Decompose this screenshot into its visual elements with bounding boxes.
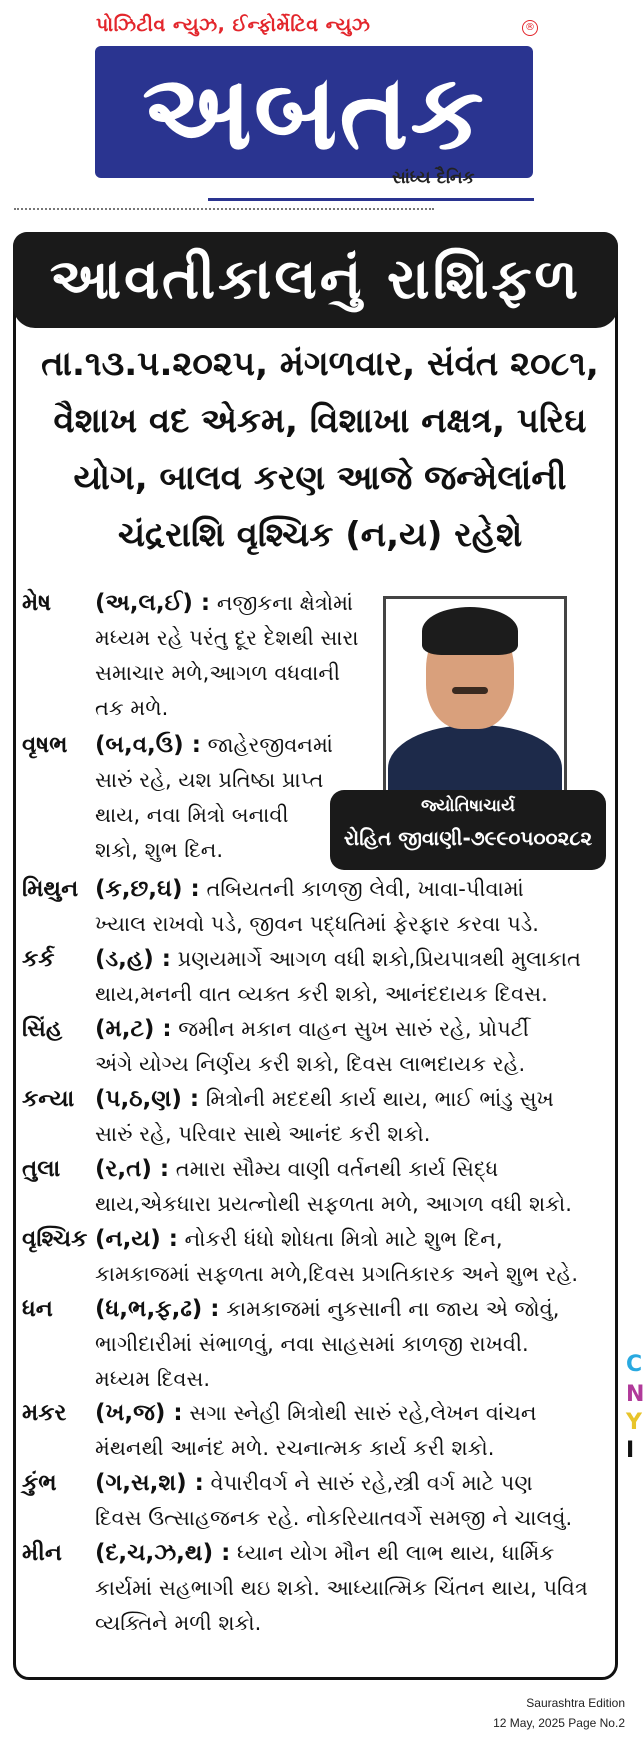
- prediction-line: [95, 728, 395, 763]
- prediction-line: [95, 907, 625, 942]
- clipped-edge-mark: N: [626, 1382, 644, 1407]
- prediction-line: [95, 1082, 625, 1117]
- rashi-letters: (ખ,જ) :: [95, 1400, 183, 1426]
- clipped-edge-mark: C: [626, 1352, 643, 1377]
- prediction-text: સારું રહે, યશ પ્રતિષ્ઠા પ્રાપ્ત: [95, 768, 324, 792]
- photo-mustache: [452, 687, 488, 694]
- prediction-text: ખ્યાલ રાખવો પડે, જીવન પદ્ધતિમાં ફેરફાર કરવા પડે.: [95, 912, 539, 936]
- rashi-prediction: [95, 1222, 625, 1292]
- prediction-line: [95, 1292, 625, 1327]
- rashi-name: સિંહ: [22, 1016, 63, 1042]
- rashi-letters: (મ,ટ) :: [95, 1016, 172, 1042]
- prediction-line: [95, 942, 625, 977]
- prediction-line: [95, 1536, 625, 1571]
- prediction-line: [95, 1431, 625, 1466]
- rashi-name: કુંભ: [22, 1470, 57, 1496]
- prediction-text: થાય,એકધારા પ્રયત્નોથી સફળતા મળે, આગળ વધી શકો.: [95, 1192, 572, 1216]
- prediction-text: જાહેરજીવનમાં: [207, 733, 333, 757]
- rashi-letters: (અ,લ,ઈ) :: [95, 590, 211, 616]
- rashi-prediction: [95, 1396, 625, 1466]
- page-date: 12 May, 2025 Page No.2: [493, 1716, 625, 1730]
- prediction-text: થાય,મનની વાત વ્યક્ત કરી શકો, આનંદદાયક દિવસ.: [95, 982, 548, 1006]
- prediction-line: [95, 1012, 625, 1047]
- prediction-text: સારું રહે, પરિવાર સાથે આનંદ કરી શકો.: [95, 1122, 431, 1146]
- prediction-line: [95, 1606, 625, 1641]
- prediction-text: દિવસ ઉત્સાહજનક રહે. નોકરિયાતવર્ગે સમજી ને ચાલવું.: [95, 1506, 573, 1530]
- rashi-prediction: [95, 586, 395, 726]
- astrologer-name: રોહિત જીવાણી-૭૯૯૦૫૦૦૨૮૨: [343, 826, 593, 850]
- prediction-line: [95, 1117, 625, 1152]
- clipped-edge-mark: Y: [626, 1410, 642, 1435]
- masthead-divider: [208, 198, 534, 201]
- rashi-name: મીન: [22, 1540, 62, 1566]
- registered-mark: ®: [522, 20, 538, 36]
- rashi-letters: (ધ,ભ,ફ,ઢ) :: [95, 1296, 220, 1322]
- rashi-letters: (પ,ઠ,ણ) :: [95, 1086, 200, 1112]
- prediction-line: [95, 1222, 625, 1257]
- prediction-text: મંથનથી આનંદ મળે. રચનાત્મક કાર્ય કરી શકો.: [95, 1436, 495, 1460]
- prediction-line: [95, 656, 395, 691]
- prediction-text: વેપારીવર્ગ ને સારું રહે,સ્ત્રી વર્ગ માટે પણ: [210, 1471, 533, 1495]
- rashi-name: વૃષભ: [22, 732, 68, 758]
- page-title: આવતીકાલનું રાશિફળ: [49, 247, 582, 312]
- prediction-text: તક મળે.: [95, 696, 169, 720]
- prediction-text: ધ્યાન યોગ મૌન થી લાભ થાય, ધાર્મિક: [236, 1541, 555, 1565]
- rashi-name: કન્યા: [22, 1086, 75, 1112]
- astrologer-photo: [386, 599, 564, 799]
- rashi-prediction: [95, 872, 625, 942]
- prediction-line: [95, 1047, 625, 1082]
- prediction-line: [95, 833, 395, 868]
- rashi-name: ધન: [22, 1296, 53, 1322]
- prediction-text: નજીકના ક્ષેત્રોમાં: [216, 591, 354, 615]
- prediction-text: વ્યક્તિને મળી શકો.: [95, 1611, 262, 1635]
- rashi-letters: (ન,ય) :: [95, 1226, 178, 1252]
- prediction-text: કામકાજમાં નુકસાની ના જાય એ જોવું,: [226, 1297, 560, 1321]
- rashi-prediction: [95, 1152, 625, 1222]
- prediction-line: [95, 1396, 625, 1431]
- prediction-text: જમીન મકાન વાહન સુખ સારું રહે, પ્રોપર્ટી: [178, 1017, 529, 1041]
- prediction-line: [95, 1362, 625, 1397]
- clipped-edge-mark: I: [626, 1438, 635, 1463]
- prediction-line: [95, 586, 395, 621]
- rashi-prediction: [95, 1536, 625, 1641]
- prediction-line: [95, 1501, 625, 1536]
- masthead-subtitle: સાંધ્ય દૈનિક: [392, 168, 475, 188]
- rashi-letters: (ડ,હ) :: [95, 946, 171, 972]
- rashi-name: મેષ: [22, 590, 52, 616]
- rashi-prediction: [95, 1292, 625, 1397]
- prediction-text: કાર્યમાં સહભાગી થઇ શકો. આધ્યાત્મિક ચિંતન થાય, પવિત્ર: [95, 1576, 588, 1600]
- prediction-line: [95, 872, 625, 907]
- rashi-letters: (ક,છ,ઘ) :: [95, 876, 200, 902]
- prediction-line: [95, 1187, 625, 1222]
- rashi-prediction: [95, 1466, 625, 1536]
- prediction-text: મિત્રોની મદદથી કાર્ય થાય, ભાઈ ભાંડુ સુખ: [205, 1087, 554, 1111]
- intro-paragraph: તા.૧૩.૫.૨૦૨૫, મંગળવાર, સંવંત ૨૦૮૧, વૈશાખ વદ એકમ, વિશાખા નક્ષત્ર, પરિઘ યોગ, બાલવ કરણ આજે જન્મેલાંની ચંદ્રરાશિ વૃશ્ચિક (ન,ય) રહેશે: [41, 344, 599, 555]
- prediction-text: શકો, શુભ દિન.: [95, 838, 224, 862]
- prediction-line: [95, 798, 395, 833]
- prediction-line: [95, 1571, 625, 1606]
- prediction-text: તબિયતની કાળજી લેવી, ખાવા-પીવામાં: [206, 877, 524, 901]
- rashi-name: વૃશ્ચિક: [22, 1226, 88, 1252]
- rashi-letters: (બ,વ,ઉ) :: [95, 732, 201, 758]
- rashi-prediction: [95, 942, 625, 1012]
- rashi-letters: (દ,ચ,ઝ,થ) :: [95, 1540, 231, 1566]
- prediction-text: ભાગીદારીમાં સંભાળવું, નવા સાહસમાં કાળજી રાખવી.: [95, 1332, 529, 1356]
- prediction-line: [95, 621, 395, 656]
- rashi-letters: (ર,ત) :: [95, 1156, 170, 1182]
- prediction-text: સગા સ્નેહી મિત્રોથી સારું રહે,લેખન વાંચન: [189, 1401, 537, 1425]
- rashi-letters: (ગ,સ,શ) :: [95, 1470, 204, 1496]
- prediction-line: [95, 1152, 625, 1187]
- rashi-prediction: [95, 1012, 625, 1082]
- rashi-name: તુલા: [22, 1156, 61, 1182]
- prediction-line: [95, 1327, 625, 1362]
- newspaper-logo: અબતક: [142, 51, 486, 173]
- prediction-text: નોકરી ધંધો શોધતા મિત્રો માટે શુભ દિન,: [184, 1227, 503, 1251]
- prediction-text: તમારા સૌમ્ય વાણી વર્તનથી કાર્ય સિદ્ધ: [175, 1157, 499, 1181]
- rashi-prediction: [95, 1082, 625, 1152]
- prediction-text: મધ્યમ રહે પરંતુ દૂર દેશથી સારા: [95, 626, 359, 650]
- clipped-text-line: [14, 208, 434, 214]
- prediction-text: પ્રણયમાર્ગે આગળ વધી શકો,પ્રિયપાત્રથી મુલાકાત: [177, 947, 581, 971]
- prediction-line: [95, 691, 395, 726]
- prediction-text: મધ્યમ દિવસ.: [95, 1367, 211, 1391]
- prediction-text: કામકાજમાં સફળતા મળે,દિવસ પ્રગતિકારક અને શુભ રહે.: [95, 1262, 579, 1286]
- prediction-line: [95, 977, 625, 1012]
- masthead: [0, 0, 635, 210]
- rashi-name: મિથુન: [22, 876, 79, 902]
- prediction-line: [95, 1466, 625, 1501]
- prediction-text: થાય, નવા મિત્રો બનાવી: [95, 803, 289, 827]
- astrologer-role: જ્યોતિષાચાર્ય: [420, 796, 515, 816]
- prediction-line: [95, 1257, 625, 1292]
- rashi-name: કર્ક: [22, 946, 55, 972]
- edition-label: Saurashtra Edition: [526, 1696, 625, 1710]
- rashi-name: મકર: [22, 1400, 67, 1426]
- prediction-text: સમાચાર મળે,આગળ વધવાની: [95, 661, 340, 685]
- tagline: પોઝિટીવ ન્યુઝ, ઈન્ફોર્મેટિવ ન્યુઝ: [96, 14, 371, 36]
- prediction-text: અંગે યોગ્ય નિર્ણય કરી શકો, દિવસ લાભદાયક રહે.: [95, 1052, 526, 1076]
- rashi-prediction: [95, 728, 395, 868]
- prediction-line: [95, 763, 395, 798]
- photo-hair: [422, 607, 518, 655]
